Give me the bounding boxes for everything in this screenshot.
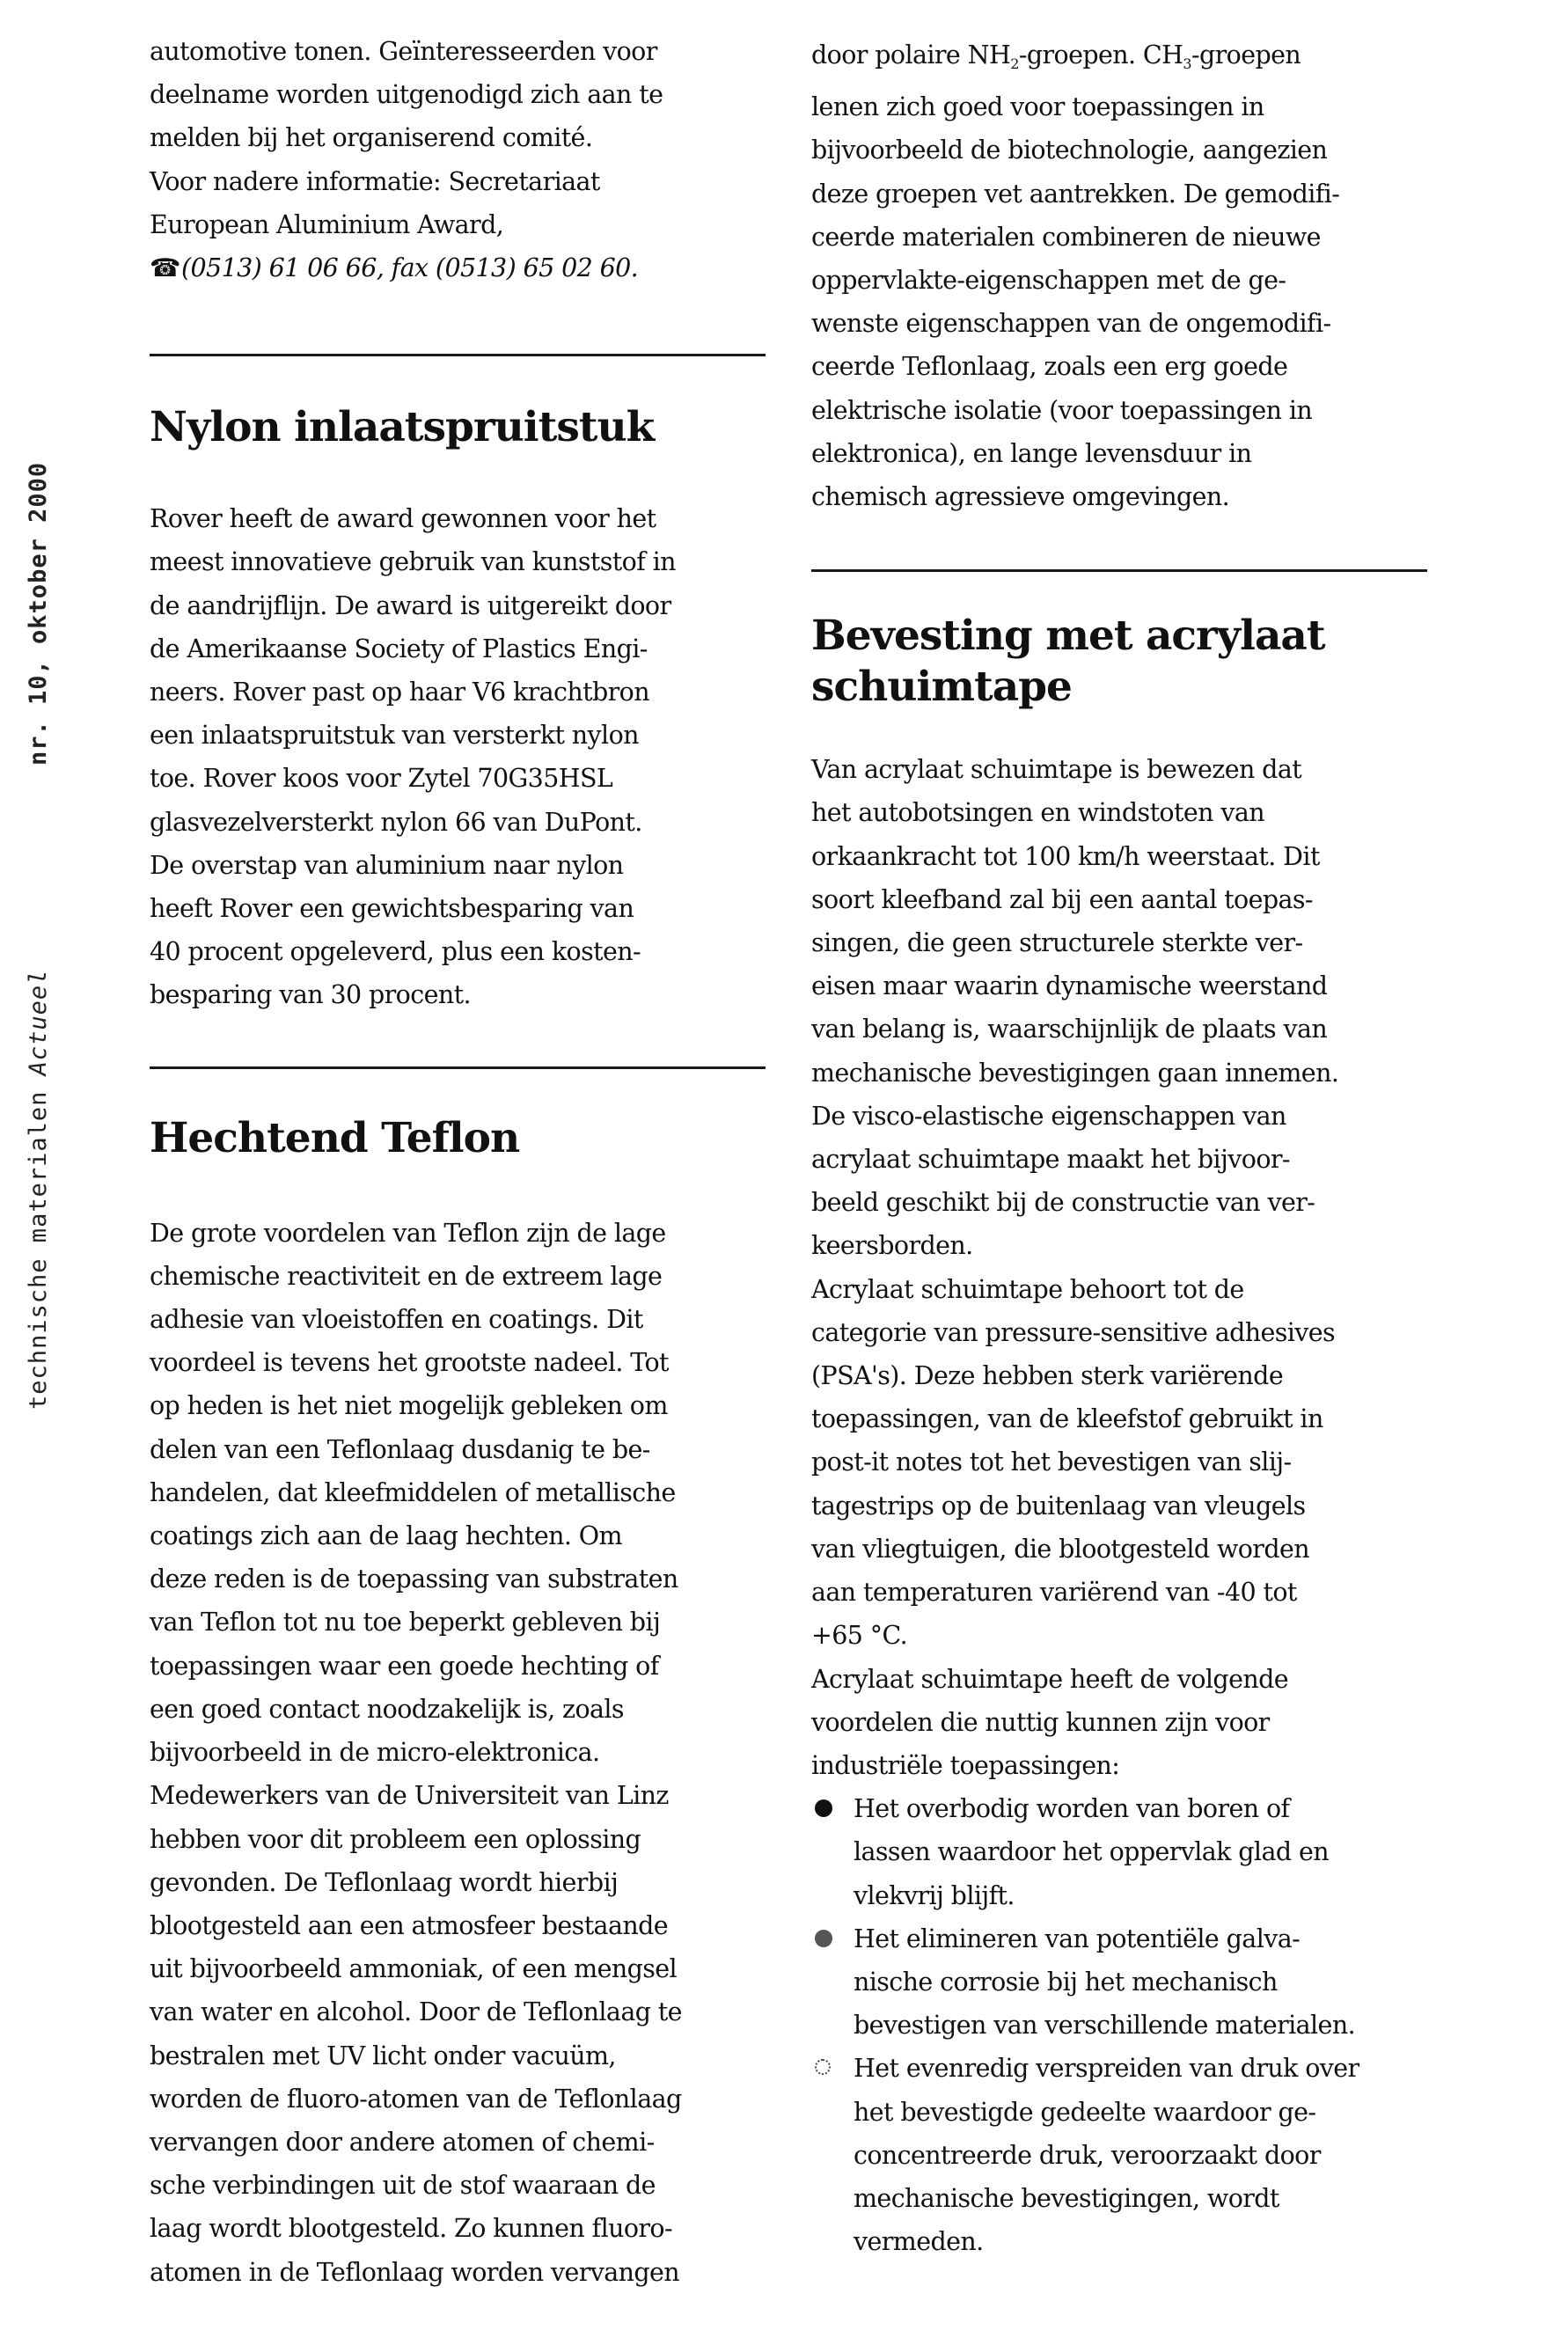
text-line: neers. Rover past op haar V6 krachtbron (150, 678, 649, 707)
list-item (811, 2047, 1427, 2263)
text-line: industriële toepassingen: (811, 1750, 1120, 1780)
text-line: lassen waardoor het oppervlak glad en (854, 1837, 1329, 1867)
issue-label: nr. 10, oktober 2000 (25, 461, 52, 766)
text-line: deze groepen vet aantrekken. De gemodifi- (811, 179, 1340, 209)
teflon-continuation (811, 33, 1427, 518)
text-line: de Amerikaanse Society of Plastics Engi- (150, 634, 648, 663)
text-line: orkaankracht tot 100 km/h weerstaat. Dit (811, 841, 1320, 871)
text-line: hebben voor dit probleem een oplossing (150, 1824, 641, 1854)
text-line: Rover heeft de award gewonnen voor het (150, 504, 656, 534)
running-header (25, 0, 77, 2345)
text-line: De grote voordelen van Teflon zijn de lage (150, 1218, 666, 1248)
article-nylon (150, 402, 766, 1016)
text-line-with-formulas: door polaire $NH_2$-groepen. $CH_3$-groepen (811, 40, 1301, 72)
text-line: post-it notes tot het bevestigen van slij- (811, 1447, 1292, 1477)
text-line: vermeden. (854, 2227, 984, 2257)
text-line: wenste eigenschappen van de ongemodifi- (811, 309, 1331, 339)
advantages-list (811, 1787, 1427, 2263)
article-teflon (150, 1113, 766, 2294)
text-line: Acrylaat schuimtape heeft de volgende (811, 1664, 1288, 1694)
text-line: +65 °C. (811, 1621, 908, 1651)
text-line: concentreerde druk, veroorzaakt door (854, 2140, 1321, 2170)
text-line: van Teflon tot nu toe beperkt gebleven bij (150, 1608, 661, 1638)
text-line: vervangen door andere atomen of chemi- (150, 2127, 655, 2157)
text-line: chemisch agressieve omgevingen. (811, 482, 1230, 512)
bullet-icon (815, 2059, 831, 2075)
text-line: (PSA's). Deze hebben sterk variërende (811, 1361, 1284, 1391)
intro-paragraph (150, 30, 766, 289)
bullet-icon (815, 1930, 832, 1947)
text-line: Voor nadere informatie: Secretariaat (150, 166, 600, 196)
text-line: heeft Rover een gewichtsbesparing van (150, 894, 634, 924)
text-line: toepassingen, van de kleefstof gebruikt in (811, 1404, 1323, 1434)
text-line: categorie van pressure-sensitive adhesives (811, 1317, 1336, 1347)
text-line: het bevestigde gedeelte waardoor ge- (854, 2097, 1316, 2127)
text-line: Van acrylaat schuimtape is bewezen dat (811, 755, 1302, 785)
text-line: 40 procent opgeleverd, plus een kosten- (150, 937, 641, 967)
text-line: beeld geschikt bij de constructie van ver- (811, 1188, 1315, 1218)
article-title: Nylon inlaatspruitstuk (150, 403, 655, 452)
text-line: coatings zich aan de laag hechten. Om (150, 1521, 622, 1551)
text-line: vlekvrij blijft. (854, 1880, 1015, 1910)
text-line: ceerde materialen combineren de nieuwe (811, 222, 1321, 252)
text-line: op heden is het niet mogelijk gebleken om (150, 1391, 668, 1421)
text-line: deze reden is de toepassing van substraten (150, 1565, 678, 1594)
text-line: een inlaatspruitstuk van versterkt nylon (150, 721, 639, 751)
article-title: Hechtend Teflon (150, 1113, 520, 1162)
text-line: mechanische bevestigingen gaan innemen. (811, 1058, 1339, 1088)
text-line: European Aluminium Award, (150, 209, 504, 239)
text-line: nische corrosie bij het mechanisch (854, 1967, 1278, 1997)
text-line: oppervlakte-eigenschappen met de ge- (811, 266, 1286, 296)
text-line: toepassingen waar een goede hechting of (150, 1651, 659, 1681)
magazine-title: technische materialen Actueel (25, 969, 52, 1410)
text-line: blootgesteld aan een atmosfeer bestaande (150, 1910, 669, 1940)
text-line: van vliegtuigen, die blootgesteld worden (811, 1534, 1309, 1564)
text-line: laag wordt blootgesteld. Zo kunnen fluoro- (150, 2214, 673, 2244)
text-line: aan temperaturen variërend van -40 tot (811, 1578, 1297, 1608)
text-line: uit bijvoorbeeld ammoniak, of een mengsel (150, 1954, 678, 1984)
right-column (811, 0, 1427, 2263)
text-line: chemische reactiviteit en de extreem lage (150, 1261, 663, 1291)
text-line: soort kleefband zal bij een aantal toepas- (811, 884, 1313, 914)
text-line: voordeel is tevens het grootste nadeel. Tot (150, 1348, 669, 1378)
text-line: bijvoorbeeld in de micro-elektronica. (150, 1738, 600, 1768)
text-line: het autobotsingen en windstoten van (811, 798, 1264, 828)
text-line: Het overbodig worden van boren of (854, 1794, 1290, 1824)
bullet-icon (815, 1799, 832, 1817)
article-acrylaat (811, 611, 1427, 2263)
text-line: De visco-elastische eigenschappen van (811, 1101, 1286, 1131)
text-line: Acrylaat schuimtape behoort tot de (811, 1274, 1244, 1304)
list-item (811, 1787, 1427, 1917)
contact-line: ☎(0513) 61 06 66, fax (0513) 65 02 60. (150, 246, 766, 289)
text-line: lenen zich goed voor toepassingen in (811, 92, 1264, 122)
text-line: Het evenredig verspreiden van druk over (854, 2054, 1359, 2084)
text-line: meest innovatieve gebruik van kunststof in (150, 547, 676, 577)
text-line: eisen maar waarin dynamische weerstand (811, 971, 1328, 1001)
text-line: glasvezelversterkt nylon 66 van DuPont. (150, 807, 642, 837)
phone-icon: ☎ (150, 253, 180, 283)
text-line: melden bij het organiserend comité. (150, 123, 593, 153)
text-line: elektronica), en lange levensduur in (811, 438, 1252, 468)
text-line: delen van een Teflonlaag dusdanig te be- (150, 1434, 650, 1464)
text-line: tagestrips op de buitenlaag van vleugels (811, 1491, 1306, 1521)
text-line: bijvoorbeeld de biotechnologie, aangezien (811, 136, 1328, 165)
text-line: een goed contact noodzakelijk is, zoals (150, 1694, 624, 1724)
text-line: automotive tonen. Geïnteresseerden voor (150, 37, 657, 66)
text-line: keersborden. (811, 1231, 973, 1261)
text-line: deelname worden uitgenodigd zich aan te (150, 80, 663, 110)
text-line: gevonden. De Teflonlaag wordt hierbij (150, 1867, 619, 1897)
text-line: mechanische bevestigingen, wordt (854, 2183, 1279, 2213)
left-column (150, 0, 766, 2294)
text-line: ceerde Teflonlaag, zoals een erg goede (811, 352, 1288, 382)
text-line: singen, die geen structurele sterkte ver- (811, 928, 1303, 958)
text-line: van water en alcohol. Door de Teflonlaag te (150, 1997, 682, 2027)
text-line: bevestigen van verschillende materialen. (854, 2011, 1356, 2041)
text-line: besparing van 30 procent. (150, 980, 471, 1010)
text-line: acrylaat schuimtape maakt het bijvoor- (811, 1145, 1290, 1175)
text-line: bestralen met UV licht onder vacuüm, (150, 2041, 616, 2070)
text-line: De overstap van aluminium naar nylon (150, 850, 624, 880)
text-line: adhesie van vloeistoffen en coatings. Dit (150, 1305, 643, 1335)
text-line: toe. Rover koos voor Zytel 70G35HSL (150, 764, 613, 794)
text-line: Medewerkers van de Universiteit van Linz (150, 1781, 669, 1811)
text-line: de aandrijflijn. De award is uitgereikt door (150, 590, 671, 620)
text-line: elektrische isolatie (voor toepassingen in (811, 395, 1313, 425)
text-line: voordelen die nuttig kunnen zijn voor (811, 1707, 1270, 1737)
text-line: sche verbindingen uit de stof waaraan de (150, 2171, 656, 2201)
list-item (811, 1917, 1427, 2048)
text-line: worden de fluoro-atomen van de Teflonlaag (150, 2084, 682, 2114)
text-line: handelen, dat kleefmiddelen of metallische (150, 1477, 676, 1507)
article-title: Bevesting met acrylaat schuimtape (811, 612, 1325, 712)
text-line: atomen in de Teflonlaag worden vervangen (150, 2257, 680, 2287)
text-line: Het elimineren van potentiële galva- (854, 1924, 1301, 1953)
text-line: van belang is, waarschijnlijk de plaats van (811, 1015, 1328, 1044)
